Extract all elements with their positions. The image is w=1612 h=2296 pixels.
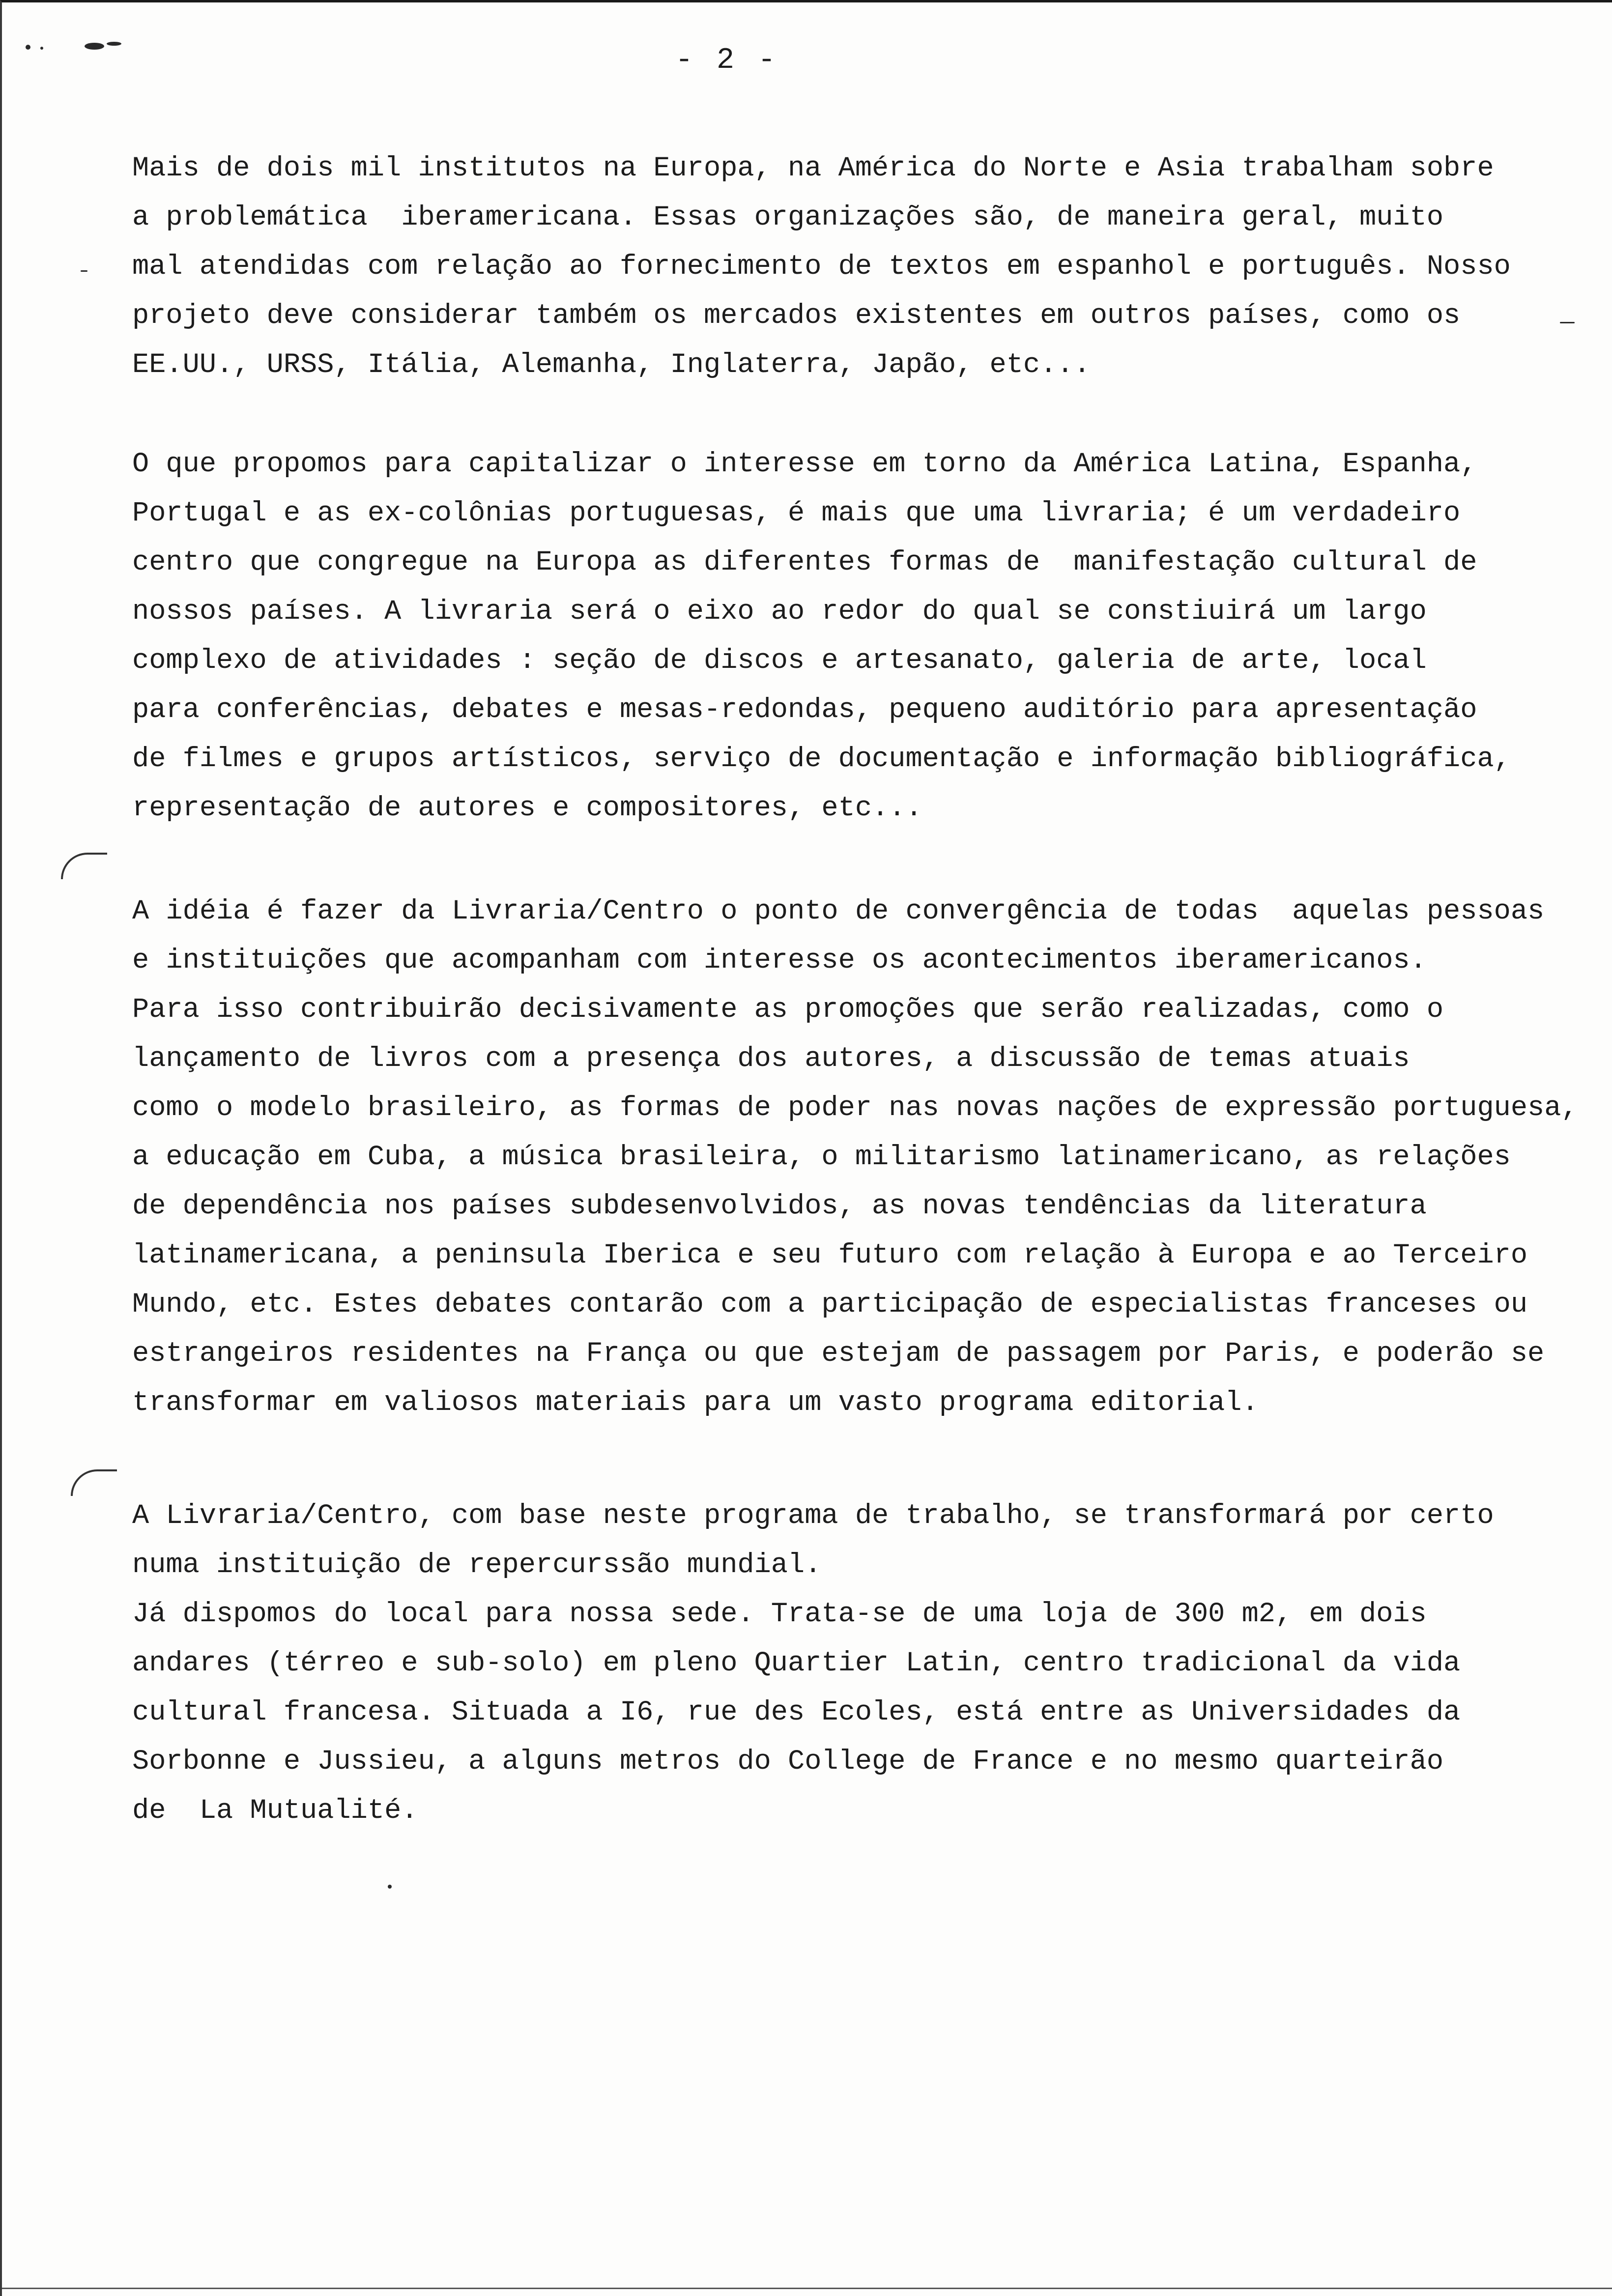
text-line: para conferências, debates e mesas-redondas, pequeno auditório para apresentação xyxy=(132,694,1477,726)
text-line: como o modelo brasileiro, as formas de poder nas novas nações de expressão portuguesa, xyxy=(132,1092,1578,1124)
text-line: transformar em valiosos materiais para um vasto programa editorial. xyxy=(132,1387,1259,1419)
scan-mark-top-left xyxy=(26,38,139,57)
paragraph-3 xyxy=(132,887,1578,1428)
text-line: projeto deve considerar também os mercados existentes em outros países, como os xyxy=(132,300,1461,332)
text-line: Para isso contribuirão decisivamente as promoções que serão realizadas, como o xyxy=(132,994,1444,1026)
text-line: latinamericana, a peninsula Iberica e seu futuro com relação à Europa e ao Terceiro xyxy=(132,1240,1528,1271)
text-line: a problemática iberamericana. Essas organizações são, de maneira geral, muito xyxy=(132,202,1444,233)
margin-bracket-mark xyxy=(71,1469,117,1496)
text-line: de La Mutualité. xyxy=(132,1795,418,1827)
text-line: a educação em Cuba, a música brasileira, o militarismo latinamericano, as relações xyxy=(132,1142,1511,1173)
text-line: representação de autores e compositores, etc... xyxy=(132,793,922,824)
text-line: e instituições que acompanham com interesse os acontecimentos iberamericanos. xyxy=(132,945,1427,976)
text-line: centro que congregue na Europa as diferentes formas de manifestação cultural de xyxy=(132,547,1477,578)
scan-speck xyxy=(81,270,87,272)
text-line: EE.UU., URSS, Itália, Alemanha, Inglaterra, Japão, etc... xyxy=(132,349,1091,381)
text-line: complexo de atividades : seção de discos e artesanato, galeria de arte, local xyxy=(132,645,1427,677)
text-line: Sorbonne e Jussieu, a alguns metros do College de France e no mesmo quarteirão xyxy=(132,1746,1444,1778)
paragraph-2 xyxy=(132,440,1533,833)
text-line: numa instituição de repercurssão mundial. xyxy=(132,1550,822,1581)
scan-speck xyxy=(388,1885,392,1889)
text-line: Mundo, etc. Estes debates contarão com a participação de especialistas franceses ou xyxy=(132,1289,1528,1320)
text-line: cultural francesa. Situada a I6, rue des Ecoles, está entre as Universidades da xyxy=(132,1697,1461,1728)
paragraph-1 xyxy=(132,144,1533,390)
text-line: Mais de dois mil institutos na Europa, na América do Norte e Asia trabalham sobre xyxy=(132,153,1494,184)
text-line: Portugal e as ex-colônias portuguesas, é mais que uma livraria; é um verdadeiro xyxy=(132,498,1461,529)
text-line: estrangeiros residentes na França ou que estejam de passagem por Paris, e poderão se xyxy=(132,1338,1545,1370)
scan-speck xyxy=(1560,322,1575,323)
text-line: andares (térreo e sub-solo) em pleno Quartier Latin, centro tradicional da vida xyxy=(132,1648,1461,1679)
page-bottom-edge xyxy=(2,2288,1612,2289)
paragraph-4 xyxy=(132,1492,1533,1836)
text-line: O que propomos para capitalizar o interesse em torno da América Latina, Espanha, xyxy=(132,449,1477,480)
margin-bracket-mark xyxy=(61,853,107,879)
text-line: mal atendidas com relação ao fornecimento de textos em espanhol e português. Nosso xyxy=(132,251,1511,283)
text-line: A idéia é fazer da Livraria/Centro o ponto de convergência de todas aquelas pessoas xyxy=(132,896,1545,927)
text-line: de filmes e grupos artísticos, serviço de documentação e informação bibliográfica, xyxy=(132,744,1511,775)
text-line: Já dispomos do local para nossa sede. Trata-se de uma loja de 300 m2, em dois xyxy=(132,1599,1427,1630)
text-line: de dependência nos países subdesenvolvidos, as novas tendências da literatura xyxy=(132,1191,1427,1222)
text-line: nossos países. A livraria será o eixo ao redor do qual se constiuirá um largo xyxy=(132,596,1427,628)
text-line: A Livraria/Centro, com base neste programa de trabalho, se transformará por certo xyxy=(132,1500,1494,1532)
page-number: - 2 - xyxy=(675,44,779,77)
text-line: lançamento de livros com a presença dos autores, a discussão de temas atuais xyxy=(132,1043,1410,1075)
